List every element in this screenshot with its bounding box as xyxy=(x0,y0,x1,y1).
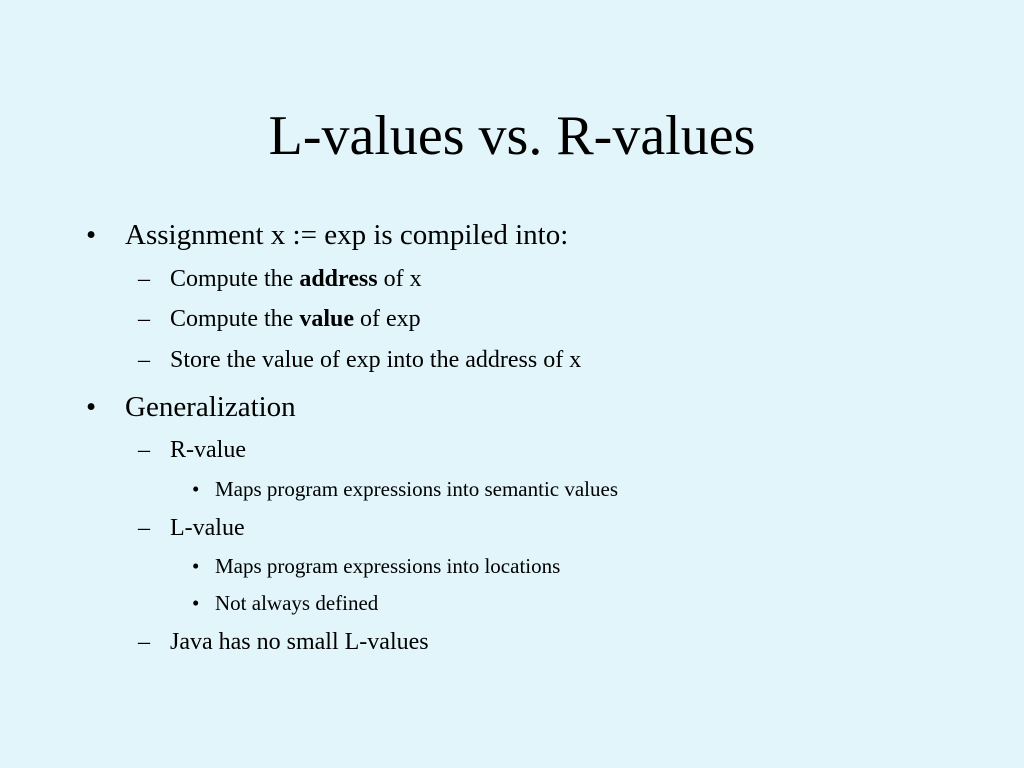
subsubitem-locations: Maps program expressions into locations xyxy=(215,554,561,578)
subitem-bold: value xyxy=(299,306,354,332)
subitem-java-no-l-values: Java has no small L-values xyxy=(170,629,429,655)
small-bullet-marker: • xyxy=(192,591,200,615)
bullet-marker: • xyxy=(86,219,97,251)
small-bullet-marker: • xyxy=(192,554,200,578)
dash-marker: – xyxy=(138,437,150,463)
subsubitem-semantic-values: Maps program expressions into semantic values xyxy=(215,477,618,501)
subitem-compute-value xyxy=(170,304,421,334)
small-bullet-marker: • xyxy=(192,477,200,501)
subitem-text: Compute the xyxy=(170,306,300,332)
dash-marker: – xyxy=(138,347,150,373)
subitem-l-value: L-value xyxy=(170,515,245,541)
subitem-compute-address xyxy=(170,264,422,294)
subitem-bold: address xyxy=(299,266,378,292)
dash-marker: – xyxy=(138,266,150,292)
bullet-assignment: Assignment x := exp is compiled into: xyxy=(125,219,569,251)
dash-marker: – xyxy=(138,515,150,541)
dash-marker: – xyxy=(138,629,150,655)
bullet-marker: • xyxy=(86,391,97,423)
subitem-text: of exp xyxy=(354,306,421,332)
subitem-store-value: Store the value of exp into the address of x xyxy=(170,347,582,373)
subsubitem-not-defined: Not always defined xyxy=(215,591,379,615)
slide-title: L-values vs. R-values xyxy=(268,105,756,167)
dash-marker: – xyxy=(138,306,150,332)
bullet-generalization: Generalization xyxy=(125,391,296,423)
subitem-text: Compute the xyxy=(170,266,300,292)
subitem-r-value: R-value xyxy=(170,437,246,463)
subitem-text: of x xyxy=(377,266,422,292)
